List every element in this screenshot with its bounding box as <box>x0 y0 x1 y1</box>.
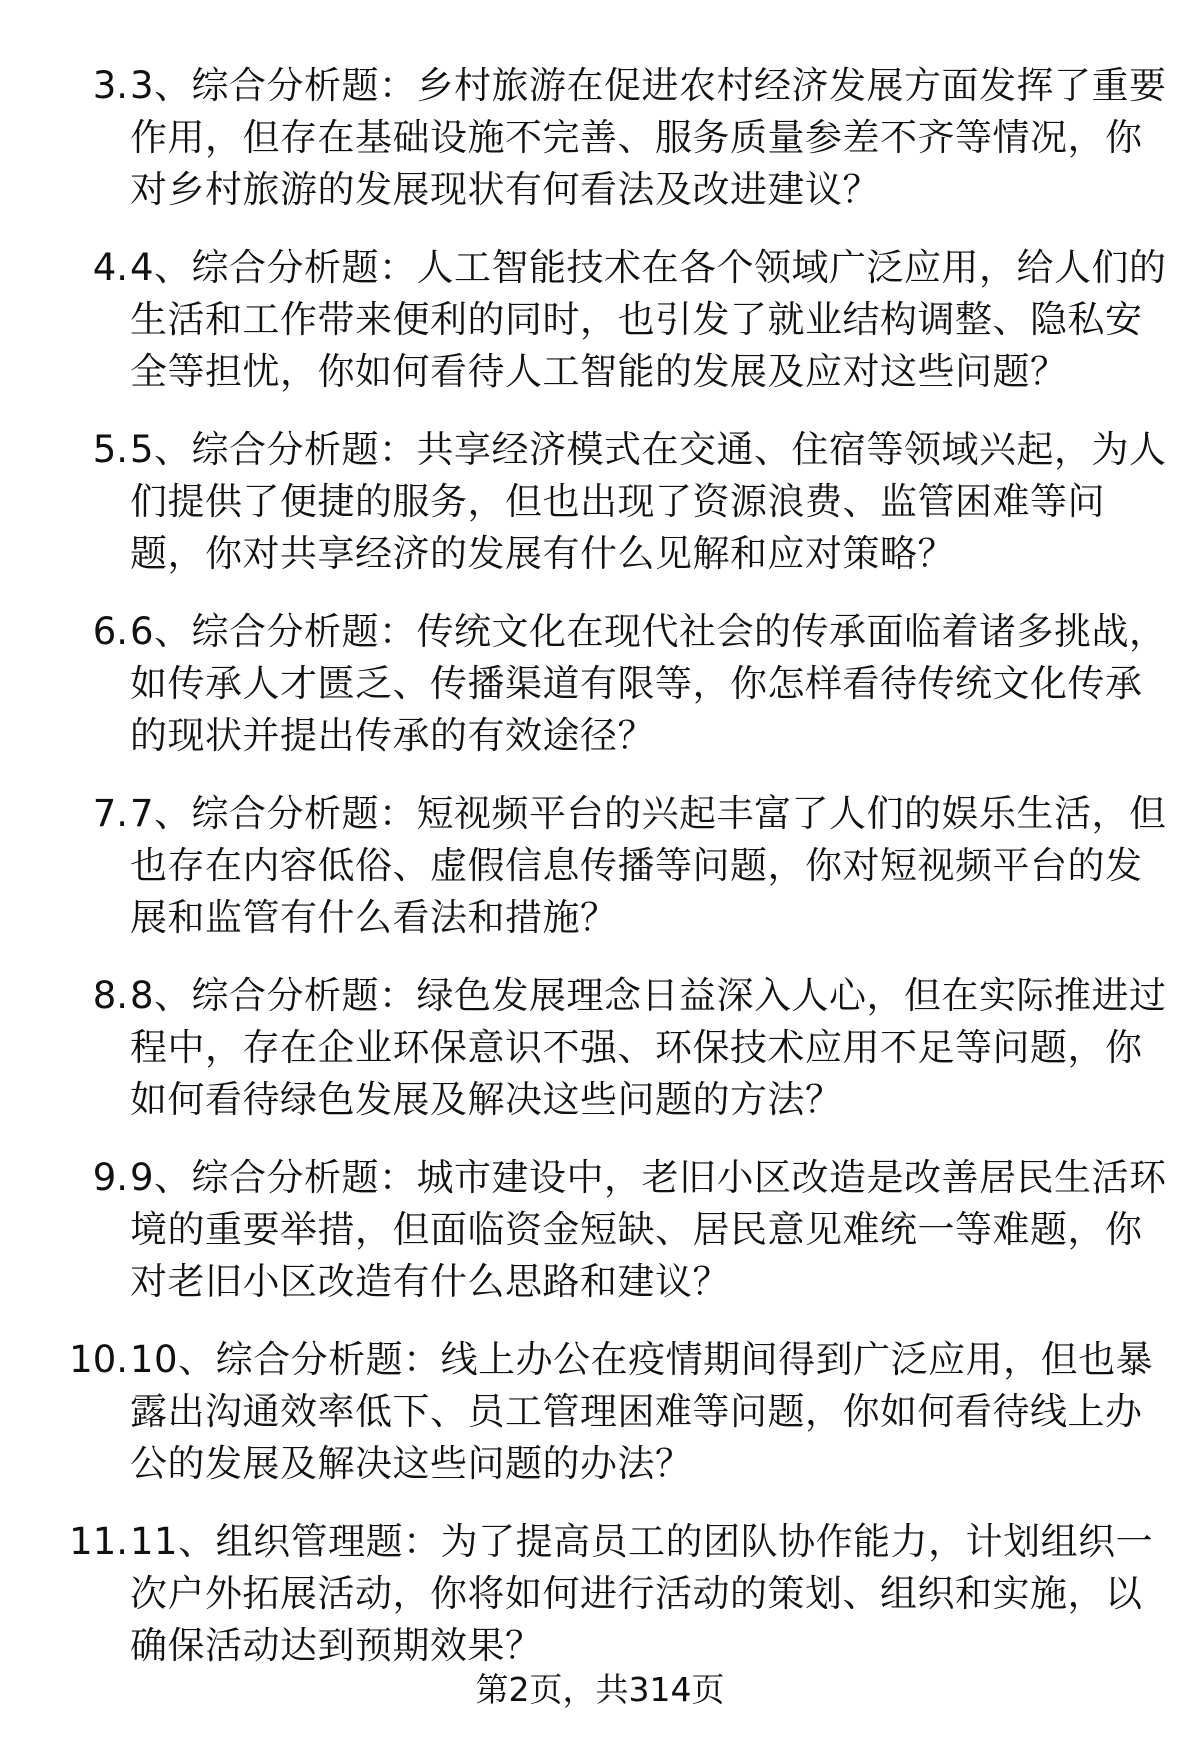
question-text: 9、综合分析题：城市建设中，老旧小区改造是改善居民生活环境的重要举措，但面临资金短缺、居民意见难统一等难题，你对老旧小区改造有什么思路和建议？ <box>130 1156 1167 1303</box>
question-text: 8、综合分析题：绿色发展理念日益深入人心，但在实际推进过程中，存在企业环保意识不强、环保技术应用不足等问题，你如何看待绿色发展及解决这些问题的方法？ <box>130 974 1167 1121</box>
question-text: 11、组织管理题：为了提高员工的团队协作能力，计划组织一次户外拓展活动，你将如何进行活动的策划、组织和实施，以确保活动达到预期效果？ <box>130 1520 1154 1667</box>
question-text: 5、综合分析题：共享经济模式在交通、住宿等领域兴起，为人们提供了便捷的服务，但也出现了资源浪费、监管困难等问题，你对共享经济的发展有什么见解和应对策略？ <box>130 428 1167 575</box>
question-number: 9. <box>92 1156 128 1199</box>
question-item <box>0 242 1200 424</box>
question-item <box>0 1334 1200 1516</box>
question-number: 8. <box>92 974 128 1017</box>
question-text: 3、综合分析题：乡村旅游在促进农村经济发展方面发挥了重要作用，但存在基础设施不完善、服务质量参差不齐等情况，你对乡村旅游的发展现状有何看法及改进建议？ <box>130 64 1167 211</box>
question-list <box>0 60 1200 1698</box>
question-number: 4. <box>92 246 128 289</box>
question-number: 7. <box>92 792 128 835</box>
question-item <box>0 60 1200 242</box>
question-item <box>0 970 1200 1152</box>
question-item <box>0 424 1200 606</box>
question-text: 7、综合分析题：短视频平台的兴起丰富了人们的娱乐生活，但也存在内容低俗、虚假信息传播等问题，你对短视频平台的发展和监管有什么看法和措施？ <box>130 792 1167 939</box>
question-number: 5. <box>92 428 128 471</box>
question-item <box>0 1152 1200 1334</box>
question-number: 6. <box>92 610 128 653</box>
question-text: 6、综合分析题：传统文化在现代社会的传承面临着诸多挑战，如传承人才匮乏、传播渠道有限等，你怎样看待传统文化传承的现状并提出传承的有效途径？ <box>130 610 1167 757</box>
question-text: 10、综合分析题：线上办公在疫情期间得到广泛应用，但也暴露出沟通效率低下、员工管理困难等问题，你如何看待线上办公的发展及解决这些问题的办法？ <box>130 1338 1154 1485</box>
question-text: 4、综合分析题：人工智能技术在各个领域广泛应用，给人们的生活和工作带来便利的同时，也引发了就业结构调整、隐私安全等担忧，你如何看待人工智能的发展及应对这些问题？ <box>130 246 1167 393</box>
question-number: 11. <box>69 1520 128 1563</box>
page-number-footer: 第2页，共314页 <box>475 1670 725 1709</box>
question-item <box>0 788 1200 970</box>
question-number: 3. <box>92 64 128 107</box>
question-item <box>0 606 1200 788</box>
question-number: 10. <box>69 1338 128 1381</box>
